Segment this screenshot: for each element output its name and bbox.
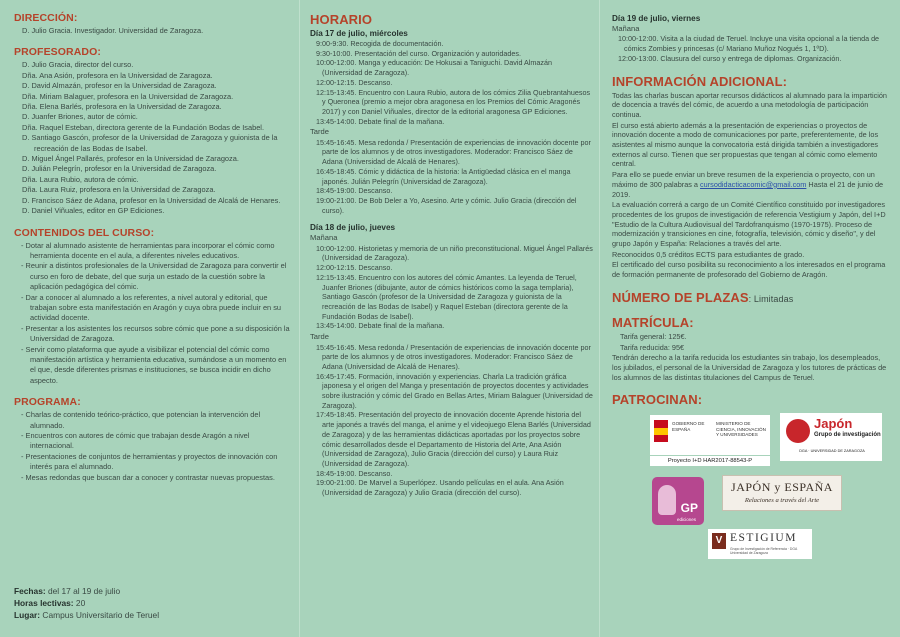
event-item: 17:45-18:45. Presentación del proyecto de innovación docente Aprende historia del arte japonés a través del manga, el anime y el videojuego Elena Barlés (Universidad de Zaragoza) y de las herramientas didácticas aportadas por los proyectos sobre cómic desarrollados desde el Departamento de Historia del Arte, Ana Asión (Universidad de Zaragoza), Julio Gracia (dirección del curso) y Laura Ruiz (Universidad de Zaragoza). <box>316 410 591 468</box>
event-item: 9:30-10:00. Presentación del curso. Organización y autoridades. <box>316 48 521 58</box>
contenido-item: - Reunir a distintos profesionales de la Universidad de Zaragoza para convertir el curso en foro de debate, del que surja un estado de la cuestión sobre la aplicación pedagógica del cómic. <box>21 261 287 292</box>
patrocinan-title: PATROCINAN: <box>612 392 703 408</box>
section-matricula <box>612 315 890 383</box>
profesor-item: D. Julio Gracia, director del curso. <box>22 60 134 70</box>
section-contenidos <box>14 227 292 387</box>
section-patrocinan <box>612 392 890 559</box>
column-middle <box>300 0 600 637</box>
tarifa-reducida: Tarifa reducida: 95€ <box>620 342 685 352</box>
profesor-item: D. Miguel Ángel Pallarés, profesor en la Universidad de Zaragoza. <box>22 154 239 164</box>
programa-item: - Mesas redondas que buscan dar a conocer y contrastar nuevas propuestas. <box>21 472 275 482</box>
profesor-item: D. David Almazán, profesor en la Universidad de Zaragoza. <box>22 81 217 91</box>
programa-title: PROGRAMA: <box>14 396 81 409</box>
contenido-item: - Dar a conocer al alumnado a los referentes, a nivel autoral y editorial, que trabajan sobre esta manifestación en Aragón y cuya obra puede incluir en su actividad docente. <box>21 292 282 323</box>
column-left <box>0 0 300 637</box>
matricula-note: Tendrán derecho a la tarifa reducida los estudiantes sin trabajo, los desempleados, los jubilados, el personal de la Universidad de Zaragoza y los tutores de prácticas de los alumnos de las distintas titulaciones del Campus de Teruel. <box>612 353 887 382</box>
gp-ediciones-logo: GP ediciones <box>652 477 704 525</box>
direccion-item: D. Julio Gracia. Investigador. Universidad de Zaragoza. <box>22 26 204 35</box>
event-item: 19:00-21:00. De Bob Deler a Yo, Asesino. Arte y cómic. Julio Gracia (dirección del curso). <box>316 195 577 215</box>
plazas-title: NÚMERO DE PLAZAS: Limitadas <box>612 289 794 305</box>
profesor-item: Dña. Elena Barlés, profesora en la Universidad de Zaragoza. <box>22 102 222 112</box>
section-profesorado <box>14 46 292 216</box>
event-item: 13:45-14:00. Debate final de la mañana. <box>316 116 445 126</box>
japon-espana-logo: JAPÓN y ESPAÑA Relaciones a través del Arte <box>722 475 842 511</box>
programa-item: - Presentaciones de conjuntos de herramientas y proyectos de innovación con interés para el alumnado. <box>21 451 278 472</box>
spain-flag-icon <box>654 420 668 442</box>
afternoon-label: Tarde <box>310 127 329 137</box>
ministerio-logo: GOBIERNO DE ESPAÑA MINISTERIO DE CIENCIA, INNOVACIÓN Y UNIVERSIDADES Proyecto I+D HAR2017-88543-P <box>650 415 770 455</box>
profesor-item: Dña. Ana Asión, profesora en la Universidad de Zaragoza. <box>22 70 213 80</box>
profesor-item: D. Daniel Viñuales, editor en GP Ediciones. <box>22 206 165 216</box>
adicional-p4: La evaluación correrá a cargo de un Comité Científico constituido por investigadores procedentes de los grupos de investigación de referencia Vestigium y Japón, del I+D "Estudio de la Cultura Audiovisual del Tardofranquismo (1970-1975). Proceso de modernización y transiciones en cine, fotografía, televisión, cómic y diseño", y del grupo Japón y España: Relaciones a través del arte. <box>612 200 886 249</box>
event-item: 10:00-12:00. Historietas y memoria de un niño preconstitucional. Miguel Ángel Pallarés (Universidad de Zaragoza). <box>316 243 593 263</box>
adicional-p1: Todas las charlas buscan aportar recursos didácticos al alumnado para la impartición de docencia a través del cómic, de acuerdo a una metodología de participación continua. <box>612 90 887 119</box>
profesor-item: Dña. Miriam Balaguer, profesora en la Universidad de Zaragoza. <box>22 91 234 101</box>
column-right <box>600 0 900 637</box>
event-item: 12:00-12:15. Descanso. <box>316 77 393 87</box>
proyecto-label: Proyecto I+D HAR2017-88543-P <box>650 456 770 466</box>
adicional-p3: Para ello se puede enviar un breve resumen de la experiencia o proyecto, con un máximo de 300 palabras a cursodidacticacomic@gmail.com Hasta el 21 de junio de 2019. <box>612 170 884 199</box>
day3-title: Día 19 de julio, viernes <box>612 14 701 23</box>
event-item: 16:45-17:45. Formación, innovación y experiencias. Charla La tradición gráfica japonesa y el origen del Manga y presentación de proyectos docentes y actividades sobre ilustración y cómic del Grado en Bellas Artes, Miriam Balaguer (Universidad de Zaragoza). <box>316 371 593 410</box>
contenido-item: - Dotar al alumnado asistente de herramientas para incorporar el cómic como herramienta docente en el aula, a diferentes niveles educativos. <box>21 240 275 260</box>
profesor-item: D. Julián Pelegrín, profesor en la Universidad de Zaragoza. <box>22 164 217 174</box>
day1-block <box>310 29 594 215</box>
programa-item: - Charlas de contenido teórico-práctico, que potencian la intervención del alumnado. <box>21 410 261 430</box>
section-adicional <box>612 74 890 280</box>
day3-block <box>612 14 890 64</box>
vestigium-mark-icon: V <box>712 533 726 549</box>
adicional-p5: Reconocidos 0,5 créditos ECTS para estudiantes de grado. <box>612 249 805 259</box>
event-item: 19:00-21:00. De Marvel a Superlópez. Usando películas en el aula. Ana Asión (Universidad de Zaragoza) y Julio Gracia (dirección del curso). <box>316 478 564 498</box>
day2-title: Día 18 de julio, jueves <box>310 223 396 233</box>
event-item: 18:45-19:00. Descanso. <box>316 468 393 478</box>
japon-logo: Japón Grupo de investigación DGA · UNIVERSIDAD DE ZARAGOZA <box>780 413 882 461</box>
figure-icon <box>658 485 676 515</box>
tree-icon <box>786 419 810 443</box>
event-item: 18:45-19:00. Descanso. <box>316 186 393 196</box>
profesor-item: D. Juanfer Briones, autor de cómic. <box>22 112 138 122</box>
section-plazas <box>612 290 890 305</box>
section-programa <box>14 396 292 483</box>
morning-label: Mañana <box>612 24 640 33</box>
event-item: 12:00-12:15. Descanso. <box>316 263 393 273</box>
event-item: 10:00-12:00. Manga y educación: De Hokusai a Taniguchi. David Almazán (Universidad de Zaragoza). <box>316 58 552 78</box>
adicional-title: INFORMACIÓN ADICIONAL: <box>612 73 788 89</box>
event-item: 15:45-16:45. Mesa redonda / Presentación de experiencias de innovación docente por parte de los alumnos y de otros investigadores. Moderador: Francisco Sáez de Adana (Universidad de Alcalá de Henares). <box>316 342 591 371</box>
profesor-item: Dña. Laura Rubio, autora de cómic. <box>22 174 139 184</box>
event-item: 10:00-12:00. Visita a la ciudad de Teruel. Incluye una visita opcional a la tienda de cómics Zombies y princesas (c/ Mariano Muñoz Nogués 1, 1ºD). <box>618 34 880 54</box>
course-info <box>14 585 159 621</box>
email-link[interactable]: cursodidacticacomic@gmail.com <box>700 179 807 189</box>
tarifa-general: Tarifa general: 125€. <box>620 331 687 341</box>
section-direccion <box>14 12 292 36</box>
contenido-item: - Servir como plataforma que ayude a visibilizar el potencial del cómic como manifestación artística y herramienta educativa, sumándose a un momento en el que, desde diferentes prismas e instituciones, se busca incidir en dicho aspecto. <box>21 344 287 385</box>
horario-title: HORARIO <box>310 12 373 27</box>
event-item: 16:45-18:45. Cómic y didáctica de la historia: la Antigüedad clásica en el manga japonés. Julián Pelegrín (Universidad de Zaragoza). <box>316 166 571 186</box>
event-item: 9:00-9:30. Recogida de documentación. <box>316 39 444 48</box>
profesor-item: D. Francisco Sáez de Adana, profesor en la Universidad de Alcalá de Henares. <box>22 195 281 205</box>
sponsor-logos <box>612 409 890 559</box>
afternoon-label: Tarde <box>310 332 329 342</box>
event-item: 13:45-14:00. Debate final de la mañana. <box>316 321 445 331</box>
profesor-item: D. Santiago Gascón, profesor de la Universidad de Zaragoza y guionista de la recreación de las Bodas de Isabel. <box>22 133 278 153</box>
event-item: 12:15-13:45. Encuentro con Laura Rubio, autora de los cómics Zilia Quebrantahuesos y Queronea (premio a mejor obra aragonesa en los Premios del Cómic Aragonés 2017) y con Daniel Viñuales, director de la editorial aragonesa GP Ediciones. <box>316 87 591 116</box>
event-item: 15:45-16:45. Mesa redonda / Presentación de experiencias de innovación docente por parte de los alumnos y de otros investigadores. Moderador: Francisco Sáez de Adana (Universidad de Alcalá de Henares). <box>316 137 591 167</box>
morning-label: Mañana <box>310 233 338 243</box>
day1-title: Día 17 de julio, miércoles <box>310 29 408 38</box>
programa-item: - Encuentros con autores de cómic que trabajan desde Aragón a nivel internacional. <box>21 431 250 451</box>
profesor-item: Dña. Raquel Esteban, directora gerente de la Fundación Bodas de Isabel. <box>22 122 264 132</box>
contenido-item: - Presentar a los asistentes los recursos sobre cómic que pone a su disposición la Universidad de Zaragoza. <box>21 323 290 344</box>
horas-line: Horas lectivas: 20 <box>14 598 86 608</box>
adicional-p6: El certificado del curso posibilita su reconocimiento a los interesados en el programa de formación permanente de profesorado del Gobierno de Aragón. <box>612 260 886 280</box>
profesorado-title: PROFESORADO: <box>14 46 101 59</box>
event-item: 12:00-13:00. Clausura del curso y entrega de diplomas. Organización. <box>618 53 842 63</box>
profesor-item: Dña. Laura Ruiz, profesora en la Universidad de Zaragoza. <box>22 185 216 195</box>
day2-block <box>310 223 594 497</box>
direccion-title: DIRECCIÓN: <box>14 12 78 24</box>
fechas-line: Fechas: del 17 al 19 de julio <box>14 586 121 596</box>
event-item: 12:15-13:45. Encuentro con los autores del cómic Amantes. La leyenda de Teruel, Juanfer Briones (dibujante, autor de cómics históricos como la saga templaria), Santiago Gascón (profesor de la Universidad de Zaragoza y guionista de la recreación de las Bodas de Isabel) y Raquel Esteban (directora gerente de la Fundación Bodas de Isabel). <box>316 272 577 321</box>
adicional-p2: El curso está abierto además a la presentación de experiencias o proyectos de innovación docente a modo de comunicaciones por parte, preferentemente, de los asistentes al mismo aunque la convocatoria está dirigida también a investigadores externos al curso. Tienen que ser propuestas que tengan al cómic como elemento central. <box>612 120 879 169</box>
vestigium-logo: V ESTIGIUM Grupo de Investigación de Referencia · DGA Universidad de Zaragoza <box>708 529 812 559</box>
contenidos-title: CONTENIDOS DEL CURSO: <box>14 226 155 239</box>
lugar-line: Lugar: Campus Universitario de Teruel <box>14 610 160 620</box>
matricula-title: MATRÍCULA: <box>612 314 694 330</box>
